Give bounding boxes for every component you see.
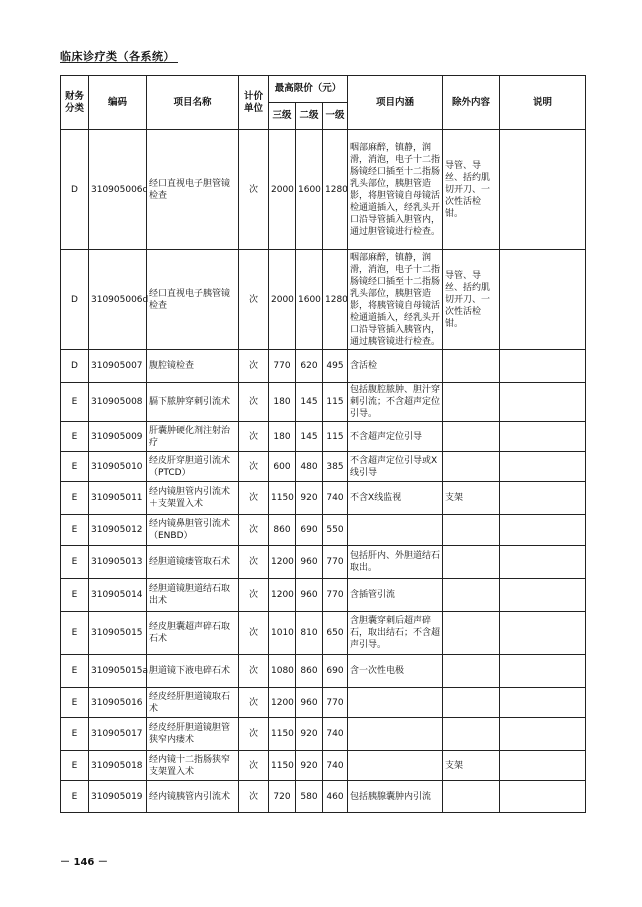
category-cell: E bbox=[61, 515, 89, 546]
unit-cell: 次 bbox=[239, 482, 269, 515]
header-notes: 说明 bbox=[500, 76, 586, 130]
code-cell: 310905009 bbox=[89, 422, 147, 452]
price-level-3-cell: 2000 bbox=[269, 130, 296, 250]
notes-cell bbox=[500, 350, 586, 383]
price-level-1-cell: 115 bbox=[323, 422, 348, 452]
item-name-cell: 经胆道镜胆道结石取出术 bbox=[147, 579, 239, 612]
price-level-1-cell: 460 bbox=[323, 781, 348, 813]
category-cell: E bbox=[61, 383, 89, 422]
price-level-2-cell: 1600 bbox=[296, 250, 323, 350]
table-row bbox=[61, 688, 586, 718]
excluded-content-cell bbox=[443, 383, 500, 422]
price-level-3-cell: 770 bbox=[269, 350, 296, 383]
excluded-content-cell bbox=[443, 579, 500, 612]
category-cell: E bbox=[61, 751, 89, 781]
category-cell: E bbox=[61, 655, 89, 688]
price-level-3-cell: 1010 bbox=[269, 612, 296, 655]
unit-cell: 次 bbox=[239, 250, 269, 350]
category-cell: D bbox=[61, 130, 89, 250]
item-content-cell bbox=[348, 688, 443, 718]
code-cell: 310905018 bbox=[89, 751, 147, 781]
price-level-2-cell: 920 bbox=[296, 751, 323, 781]
item-name-cell: 经皮胆囊超声碎石取石术 bbox=[147, 612, 239, 655]
header-level-2: 二级 bbox=[296, 103, 323, 130]
item-content-cell: 包括腹腔脓肿、胆汁穿刺引流；不含超声定位引导。 bbox=[348, 383, 443, 422]
code-cell: 310905008 bbox=[89, 383, 147, 422]
category-cell: D bbox=[61, 250, 89, 350]
price-level-2-cell: 480 bbox=[296, 452, 323, 482]
price-level-3-cell: 1200 bbox=[269, 579, 296, 612]
price-level-2-cell: 580 bbox=[296, 781, 323, 813]
unit-cell: 次 bbox=[239, 422, 269, 452]
price-level-1-cell: 770 bbox=[323, 546, 348, 579]
price-level-2-cell: 145 bbox=[296, 422, 323, 452]
notes-cell bbox=[500, 515, 586, 546]
notes-cell bbox=[500, 250, 586, 350]
unit-cell: 次 bbox=[239, 452, 269, 482]
excluded-content-cell: 导管、导丝、括约肌切开刀、一次性活检钳。 bbox=[443, 250, 500, 350]
table-row bbox=[61, 751, 586, 781]
code-cell: 310905014 bbox=[89, 579, 147, 612]
fee-table bbox=[60, 75, 586, 813]
item-name-cell: 胆道镜下液电碎石术 bbox=[147, 655, 239, 688]
unit-cell: 次 bbox=[239, 546, 269, 579]
notes-cell bbox=[500, 482, 586, 515]
item-name-cell: 经内镜十二指肠狭窄支架置入术 bbox=[147, 751, 239, 781]
notes-cell bbox=[500, 452, 586, 482]
item-content-cell: 咽部麻醉，镇静，润滑，消泡，电子十二指肠镜经口插至十二指肠乳头部位，胰胆管造影，将胰管镜自母镜活检通道插入，经乳头开口沿导管插入胰管内，通过胰管镜进行检查。 bbox=[348, 250, 443, 350]
notes-cell bbox=[500, 612, 586, 655]
header-unit: 计价 单位 bbox=[239, 76, 269, 130]
notes-cell bbox=[500, 718, 586, 751]
unit-cell: 次 bbox=[239, 515, 269, 546]
price-level-1-cell: 385 bbox=[323, 452, 348, 482]
code-cell: 310905006c bbox=[89, 130, 147, 250]
item-name-cell: 经内镜鼻胆管引流术（ENBD） bbox=[147, 515, 239, 546]
excluded-content-cell bbox=[443, 655, 500, 688]
price-level-3-cell: 860 bbox=[269, 515, 296, 546]
notes-cell bbox=[500, 383, 586, 422]
unit-cell: 次 bbox=[239, 655, 269, 688]
excluded-content-cell bbox=[443, 612, 500, 655]
table-row bbox=[61, 718, 586, 751]
excluded-content-cell bbox=[443, 546, 500, 579]
notes-cell bbox=[500, 688, 586, 718]
table-row bbox=[61, 130, 586, 250]
table-row bbox=[61, 515, 586, 546]
item-content-cell: 咽部麻醉，镇静，润滑，消泡，电子十二指肠镜经口插至十二指肠乳头部位，胰胆管造影，将胆管镜自母镜活检通道插入，经乳头开口沿导管插入胆管内，通过胆管镜进行检查。 bbox=[348, 130, 443, 250]
excluded-content-cell: 支架 bbox=[443, 482, 500, 515]
price-level-1-cell: 740 bbox=[323, 718, 348, 751]
header-content: 项目内涵 bbox=[348, 76, 443, 130]
price-level-1-cell: 650 bbox=[323, 612, 348, 655]
price-level-2-cell: 690 bbox=[296, 515, 323, 546]
price-level-3-cell: 1080 bbox=[269, 655, 296, 688]
item-content-cell: 不含超声定位引导 bbox=[348, 422, 443, 452]
item-name-cell: 经胆道镜瘘管取石术 bbox=[147, 546, 239, 579]
unit-cell: 次 bbox=[239, 781, 269, 813]
table-row bbox=[61, 350, 586, 383]
price-level-2-cell: 960 bbox=[296, 546, 323, 579]
price-level-2-cell: 920 bbox=[296, 718, 323, 751]
price-level-2-cell: 620 bbox=[296, 350, 323, 383]
price-level-3-cell: 720 bbox=[269, 781, 296, 813]
price-level-2-cell: 960 bbox=[296, 688, 323, 718]
item-name-cell: 肝囊肿硬化剂注射治疗 bbox=[147, 422, 239, 452]
code-cell: 310905011 bbox=[89, 482, 147, 515]
price-level-3-cell: 2000 bbox=[269, 250, 296, 350]
price-level-3-cell: 180 bbox=[269, 422, 296, 452]
code-cell: 310905006d bbox=[89, 250, 147, 350]
price-level-2-cell: 810 bbox=[296, 612, 323, 655]
item-name-cell: 经内镜胆管内引流术＋支架置入术 bbox=[147, 482, 239, 515]
price-level-3-cell: 1200 bbox=[269, 688, 296, 718]
notes-cell bbox=[500, 130, 586, 250]
price-level-2-cell: 1600 bbox=[296, 130, 323, 250]
excluded-content-cell bbox=[443, 718, 500, 751]
price-level-1-cell: 495 bbox=[323, 350, 348, 383]
code-cell: 310905012 bbox=[89, 515, 147, 546]
category-cell: D bbox=[61, 350, 89, 383]
price-level-2-cell: 860 bbox=[296, 655, 323, 688]
excluded-content-cell bbox=[443, 688, 500, 718]
price-level-1-cell: 1280 bbox=[323, 250, 348, 350]
table-row bbox=[61, 781, 586, 813]
category-cell: E bbox=[61, 579, 89, 612]
notes-cell bbox=[500, 422, 586, 452]
code-cell: 310905016 bbox=[89, 688, 147, 718]
notes-cell bbox=[500, 546, 586, 579]
item-content-cell: 不含超声定位引导或X线引导 bbox=[348, 452, 443, 482]
page-number: － 146 － bbox=[60, 857, 108, 868]
price-level-1-cell: 740 bbox=[323, 482, 348, 515]
item-content-cell: 含胆囊穿刺后超声碎石，取出结石；不含超声引导。 bbox=[348, 612, 443, 655]
category-cell: E bbox=[61, 718, 89, 751]
unit-cell: 次 bbox=[239, 718, 269, 751]
unit-cell: 次 bbox=[239, 350, 269, 383]
price-level-2-cell: 960 bbox=[296, 579, 323, 612]
header-level-3: 三级 bbox=[269, 103, 296, 130]
notes-cell bbox=[500, 751, 586, 781]
price-level-3-cell: 1150 bbox=[269, 751, 296, 781]
excluded-content-cell bbox=[443, 422, 500, 452]
table-row bbox=[61, 612, 586, 655]
price-level-1-cell: 115 bbox=[323, 383, 348, 422]
price-level-1-cell: 550 bbox=[323, 515, 348, 546]
fee-table-body bbox=[61, 130, 586, 813]
price-level-2-cell: 920 bbox=[296, 482, 323, 515]
code-cell: 310905019 bbox=[89, 781, 147, 813]
price-level-1-cell: 770 bbox=[323, 579, 348, 612]
unit-cell: 次 bbox=[239, 751, 269, 781]
excluded-content-cell: 支架 bbox=[443, 751, 500, 781]
header-excluded: 除外内容 bbox=[443, 76, 500, 130]
item-name-cell: 腹腔镜检查 bbox=[147, 350, 239, 383]
notes-cell bbox=[500, 781, 586, 813]
table-row bbox=[61, 655, 586, 688]
section-title-underline bbox=[60, 62, 178, 63]
code-cell: 310905013 bbox=[89, 546, 147, 579]
category-cell: E bbox=[61, 422, 89, 452]
item-content-cell: 含插管引流 bbox=[348, 579, 443, 612]
item-content-cell bbox=[348, 718, 443, 751]
price-level-2-cell: 145 bbox=[296, 383, 323, 422]
price-level-3-cell: 1200 bbox=[269, 546, 296, 579]
table-row bbox=[61, 579, 586, 612]
item-name-cell: 经口直视电子胰管镜检查 bbox=[147, 250, 239, 350]
item-content-cell: 不含X线监视 bbox=[348, 482, 443, 515]
excluded-content-cell bbox=[443, 515, 500, 546]
unit-cell: 次 bbox=[239, 383, 269, 422]
header-name: 项目名称 bbox=[147, 76, 239, 130]
header-category: 财务 分类 bbox=[61, 76, 89, 130]
header-level-1: 一级 bbox=[323, 103, 348, 130]
item-name-cell: 经皮经肝胆道镜胆管狭窄内瘘术 bbox=[147, 718, 239, 751]
excluded-content-cell bbox=[443, 452, 500, 482]
header-max-price: 最高限价（元） bbox=[269, 76, 348, 103]
table-row bbox=[61, 452, 586, 482]
header-code: 编码 bbox=[89, 76, 147, 130]
code-cell: 310905015 bbox=[89, 612, 147, 655]
item-name-cell: 经口直视电子胆管镜检查 bbox=[147, 130, 239, 250]
price-level-1-cell: 770 bbox=[323, 688, 348, 718]
code-cell: 310905007 bbox=[89, 350, 147, 383]
code-cell: 310905015a bbox=[89, 655, 147, 688]
category-cell: E bbox=[61, 546, 89, 579]
excluded-content-cell: 导管、导丝、括约肌切开刀、一次性活检钳。 bbox=[443, 130, 500, 250]
unit-cell: 次 bbox=[239, 130, 269, 250]
category-cell: E bbox=[61, 612, 89, 655]
item-name-cell: 膈下脓肿穿刺引流术 bbox=[147, 383, 239, 422]
price-level-3-cell: 180 bbox=[269, 383, 296, 422]
item-content-cell: 含一次性电极 bbox=[348, 655, 443, 688]
item-name-cell: 经皮肝穿胆道引流术（PTCD） bbox=[147, 452, 239, 482]
unit-cell: 次 bbox=[239, 688, 269, 718]
code-cell: 310905017 bbox=[89, 718, 147, 751]
item-content-cell: 包括肝内、外胆道结石取出。 bbox=[348, 546, 443, 579]
item-content-cell: 包括胰腺囊肿内引流 bbox=[348, 781, 443, 813]
category-cell: E bbox=[61, 781, 89, 813]
price-level-3-cell: 1150 bbox=[269, 482, 296, 515]
table-row bbox=[61, 250, 586, 350]
category-cell: E bbox=[61, 482, 89, 515]
item-content-cell bbox=[348, 515, 443, 546]
notes-cell bbox=[500, 579, 586, 612]
item-content-cell: 含活检 bbox=[348, 350, 443, 383]
category-cell: E bbox=[61, 688, 89, 718]
category-cell: E bbox=[61, 452, 89, 482]
table-row bbox=[61, 546, 586, 579]
price-level-3-cell: 1150 bbox=[269, 718, 296, 751]
notes-cell bbox=[500, 655, 586, 688]
unit-cell: 次 bbox=[239, 612, 269, 655]
table-row bbox=[61, 482, 586, 515]
code-cell: 310905010 bbox=[89, 452, 147, 482]
price-level-1-cell: 1280 bbox=[323, 130, 348, 250]
price-level-3-cell: 600 bbox=[269, 452, 296, 482]
section-title: 临床诊疗类（各系统） bbox=[60, 50, 175, 63]
price-level-1-cell: 690 bbox=[323, 655, 348, 688]
item-name-cell: 经内镜胰管内引流术 bbox=[147, 781, 239, 813]
unit-cell: 次 bbox=[239, 579, 269, 612]
price-level-1-cell: 740 bbox=[323, 751, 348, 781]
table-row bbox=[61, 383, 586, 422]
item-content-cell bbox=[348, 751, 443, 781]
excluded-content-cell bbox=[443, 781, 500, 813]
table-row bbox=[61, 422, 586, 452]
excluded-content-cell bbox=[443, 350, 500, 383]
item-name-cell: 经皮经肝胆道镜取石术 bbox=[147, 688, 239, 718]
